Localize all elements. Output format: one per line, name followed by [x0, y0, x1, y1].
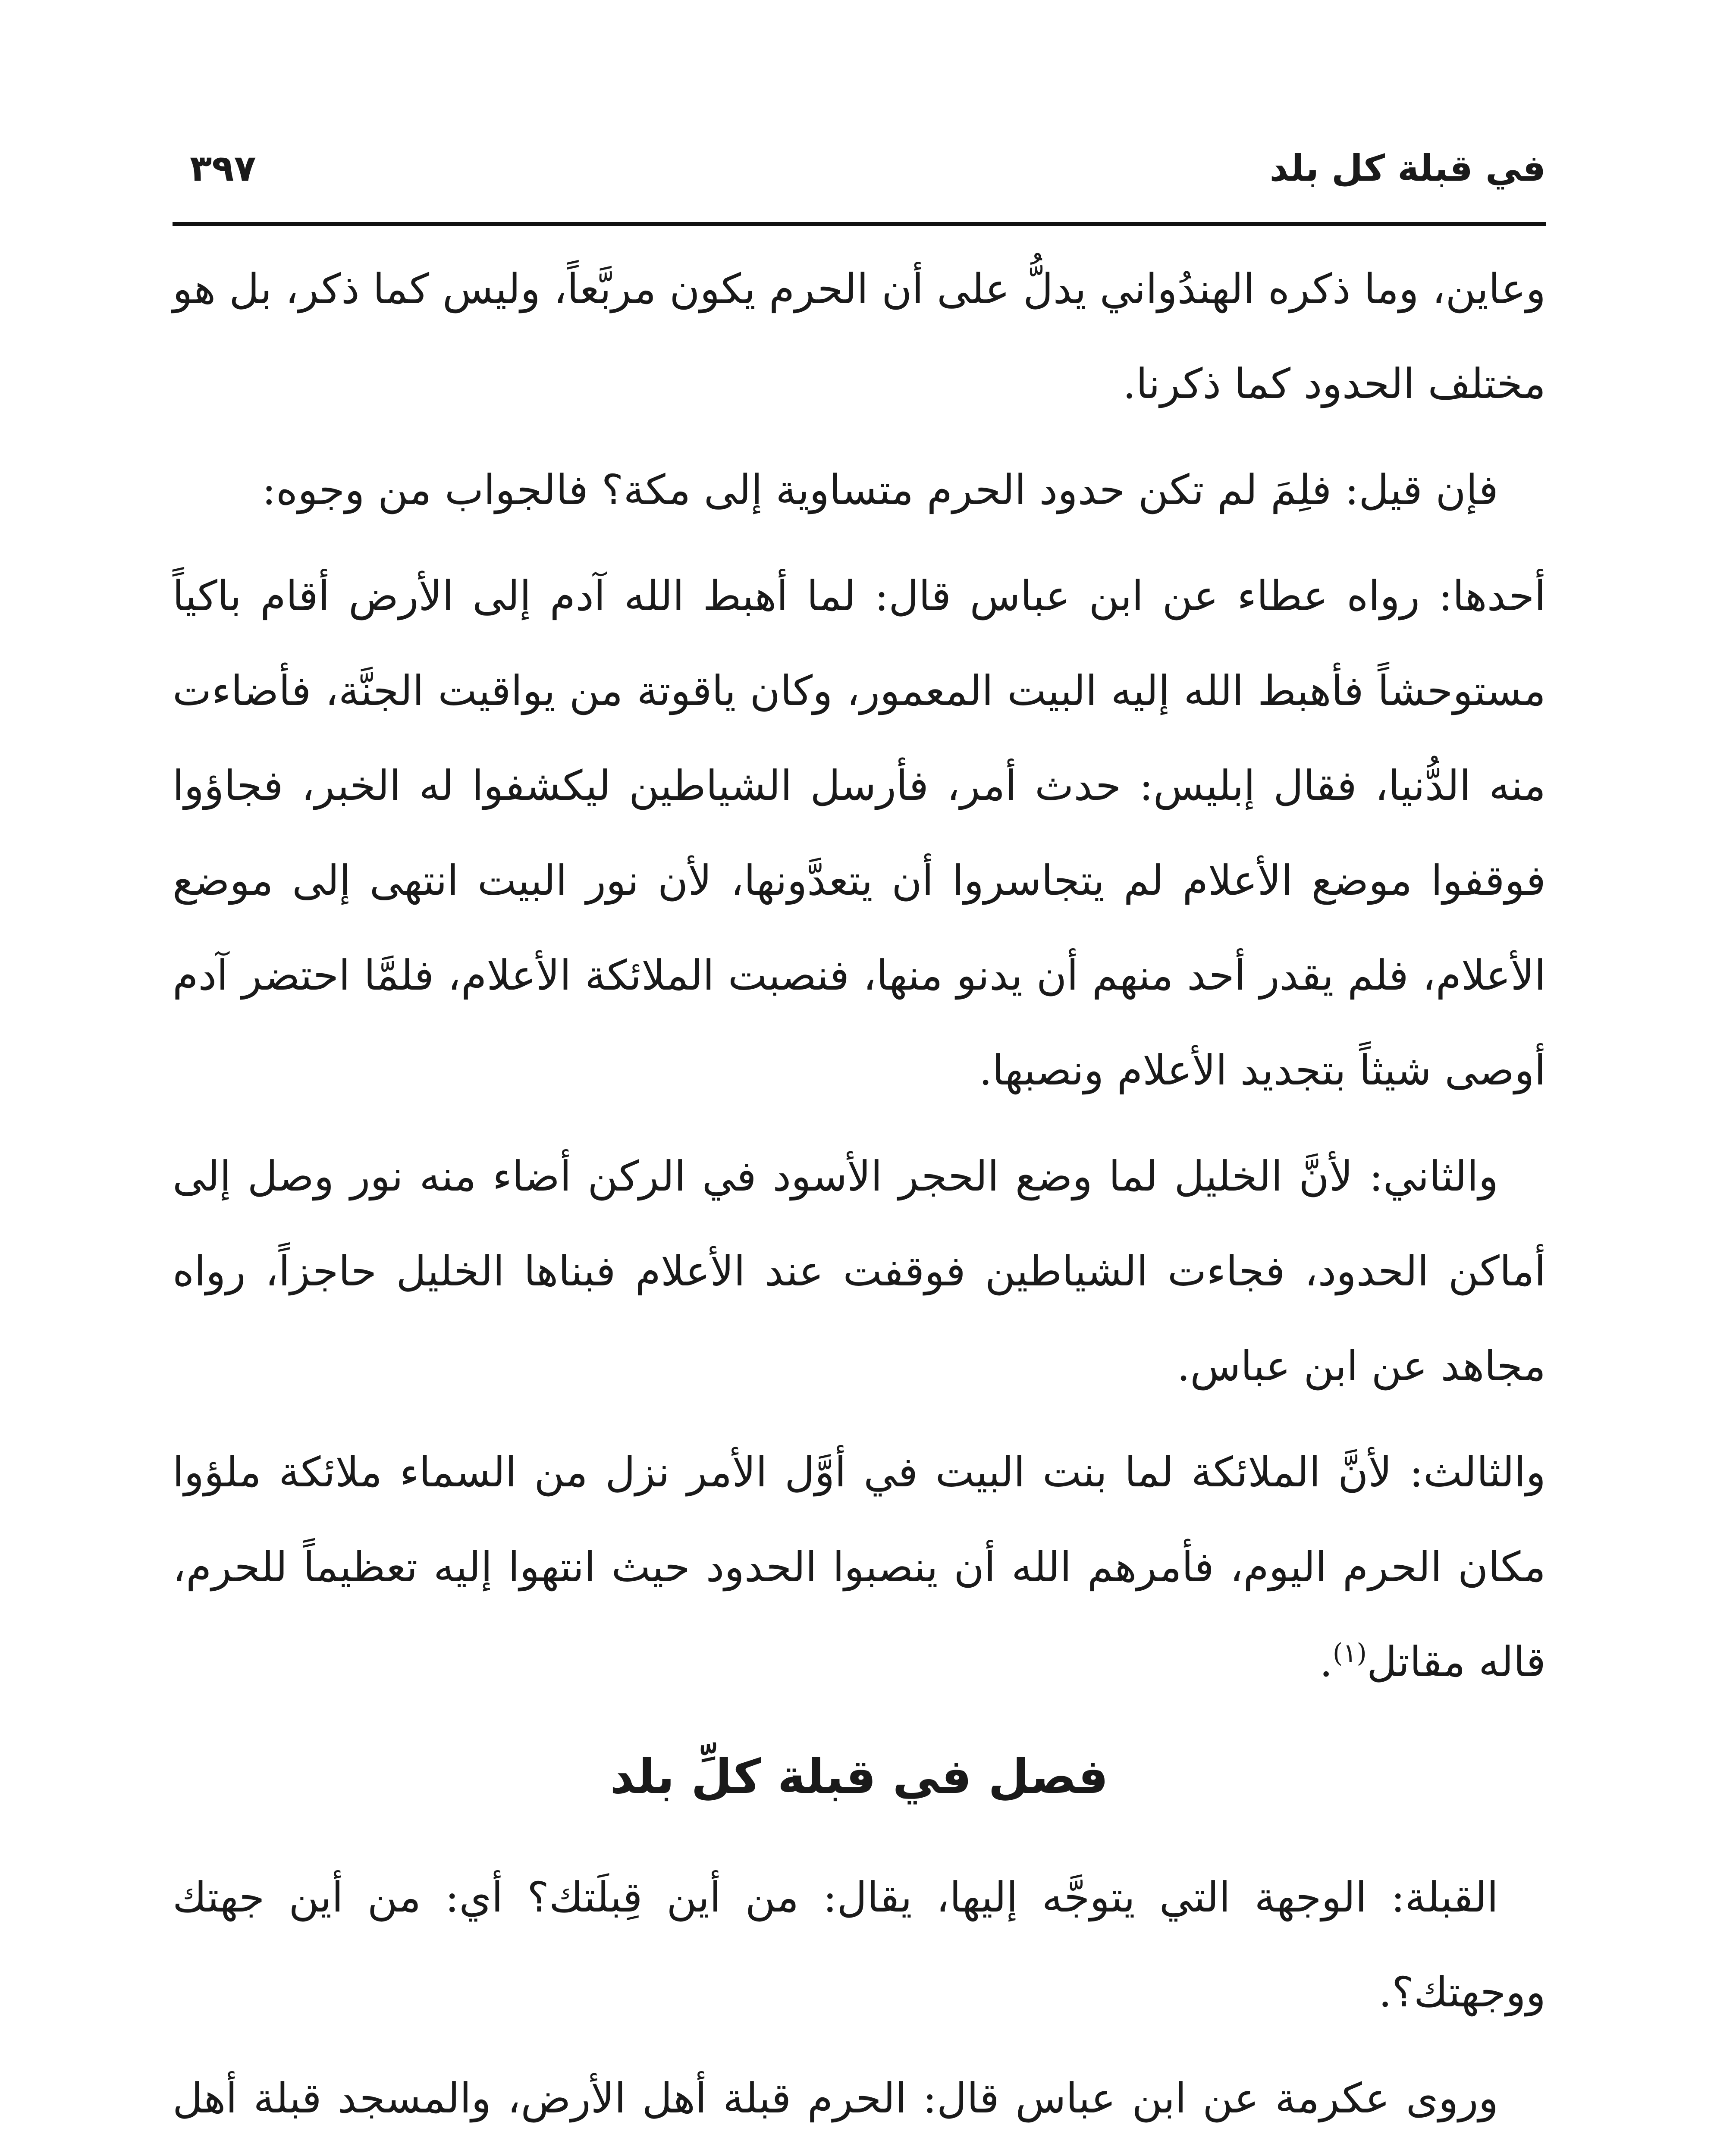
running-header — [173, 142, 1546, 203]
paragraph-qibla-definition: القبلة: الوجهة التي يتوجَّه إليها، يقال: من أين قِبلَتك؟ أي: من أين جهتك ووجهتك؟. — [173, 1873, 1546, 2016]
paragraph-second-answer: والثاني: لأنَّ الخليل لما وضع الحجر الأسود في الركن أضاء منه نور وصل إلى أماكن الحدود، فجاءت الشياطين فوقفت عند الأعلام فبناها الخليل حاجزاً، رواه مجاهد عن ابن عباس. — [173, 1152, 1546, 1390]
running-title: في قبلة كل بلد — [1269, 147, 1546, 189]
main-text — [173, 241, 1546, 2156]
section-heading: فصل في قبلة كلِّ بلد — [610, 1749, 1108, 1804]
paragraph-continuation: وعاين، وما ذكره الهندُواني يدلُّ على أن الحرم يكون مربَّعاً، وليس كما ذكر، بل هو مختلف الحدود كما ذكرنا. — [173, 265, 1546, 408]
paragraph-third-answer-text: والثالث: لأنَّ الملائكة لما بنت البيت في أوَّل الأمر نزل من السماء ملائكة ملؤوا مكان الحرم اليوم، فأمرهم الله أن ينصبوا الحدود حيث انتهوا إليه تعظيماً للحرم، قاله مقاتل — [173, 1448, 1546, 1686]
paragraph-ikrima-report — [173, 2051, 1546, 2156]
paragraph-question: فإن قيل: فلِمَ لم تكن حدود الحرم متساوية إلى مكة؟ فالجواب من وجوه: — [262, 466, 1498, 514]
footnote-ref-1: (١) — [1332, 1638, 1367, 1668]
paragraph-third-answer-end: . — [1319, 1638, 1333, 1686]
page-number: ٣٩٧ — [190, 147, 256, 189]
paragraph-first-answer: أحدها: رواه عطاء عن ابن عباس قال: لما أهبط الله آدم إلى الأرض أقام باكياً مستوحشاً فأهبط الله إليه البيت المعمور، وكان ياقوتة من يواقيت الجنَّة، فأضاءت منه الدُّنيا، فقال إبليس: حدث أمر، فأرسل الشياطين ليكشفوا له الخبر، فجاؤوا فوقفوا موضع الأعلام لم يتجاسروا أن يتعدَّونها، لأن نور البيت انتهى إلى موضع الأعلام، فلم يقدر أحد منهم أن يدنو منها، فنصبت الملائكة الأعلام، فلمَّا احتضر آدم أوصى شيثاً بتجديد الأعلام ونصبها. — [173, 572, 1546, 1094]
header-divider — [173, 222, 1546, 226]
paragraph-ikrima-report-text: وروى عكرمة عن ابن عباس قال: الحرم قبلة أهل الأرض، والمسجد قبلة أهل — [173, 2074, 1498, 2122]
paragraph-third-answer — [173, 1425, 1546, 1709]
